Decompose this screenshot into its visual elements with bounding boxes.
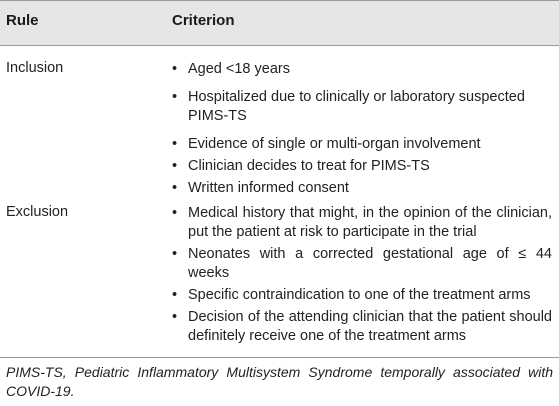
list-item — [172, 60, 552, 79]
header-rule: Rule — [6, 12, 39, 29]
header-criterion: Criterion — [172, 12, 235, 29]
table-footnote: PIMS-TS, Pediatric Inflammatory Multisystem Syndrome temporally associated with COVID-19. — [6, 364, 553, 399]
inclusion-criteria-list — [172, 60, 552, 198]
list-item — [172, 204, 552, 242]
bullet-icon: • — [172, 205, 178, 221]
bullet-icon: • — [172, 89, 178, 105]
bullet-icon: • — [172, 246, 178, 262]
bullet-icon: • — [172, 61, 178, 77]
table-header — [0, 0, 559, 46]
rule-label-inclusion: Inclusion — [6, 60, 64, 76]
rule-label-exclusion: Exclusion — [6, 204, 69, 220]
criterion-text: Written informed consent — [188, 180, 349, 196]
criterion-text: Neonates with a corrected gestational age of ≤ 44 weeks — [188, 246, 552, 281]
criterion-text: Clinician decides to treat for PIMS-TS — [188, 158, 430, 174]
criterion-text: Specific contraindication to one of the treatment arms — [188, 287, 531, 303]
list-item — [172, 88, 552, 126]
list-item — [172, 308, 552, 346]
criterion-text: Evidence of single or multi-organ involvement — [188, 136, 481, 152]
list-item — [172, 135, 552, 154]
criterion-text: Aged <18 years — [188, 61, 290, 77]
bullet-icon: • — [172, 136, 178, 152]
criterion-text: Hospitalized due to clinically or laboratory suspected PIMS-TS — [188, 89, 525, 124]
table-bottom-rule — [0, 357, 559, 358]
list-item — [172, 179, 552, 198]
list-item — [172, 245, 552, 283]
list-item — [172, 157, 552, 176]
bullet-icon: • — [172, 158, 178, 174]
list-item — [172, 286, 552, 305]
exclusion-criteria-list — [172, 204, 552, 346]
criterion-text: Medical history that might, in the opinion of the clinician, put the patient at risk to participate in the trial — [188, 205, 552, 240]
bullet-icon: • — [172, 287, 178, 303]
bullet-icon: • — [172, 309, 178, 325]
bullet-icon: • — [172, 180, 178, 196]
criterion-text: Decision of the attending clinician that the patient should definitely receive one of the treatment arms — [188, 309, 552, 344]
